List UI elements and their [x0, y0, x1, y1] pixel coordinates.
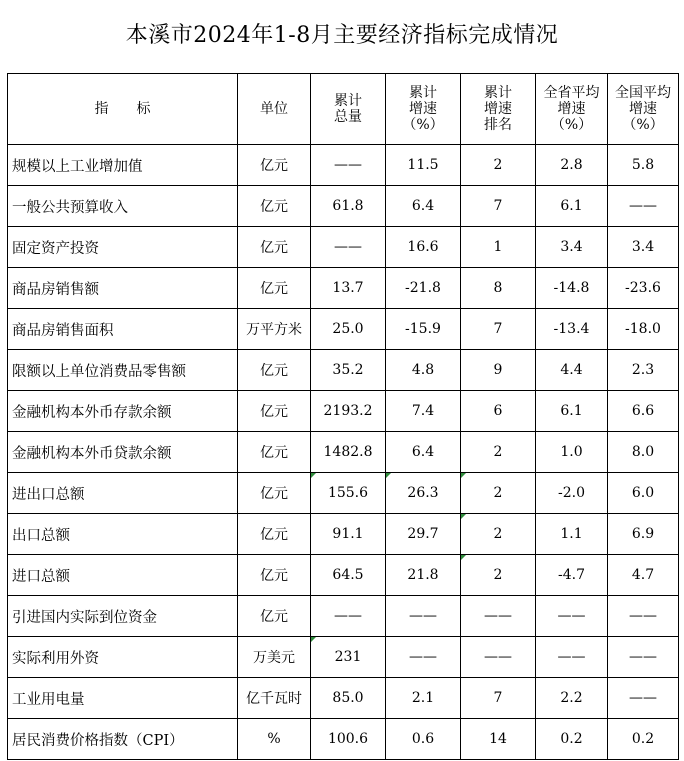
table-row — [8, 186, 679, 227]
table-row — [8, 145, 679, 186]
cell-rank: —— — [461, 596, 536, 637]
header-total-line: 总量 — [334, 109, 362, 125]
cell-total: 100.6 — [311, 719, 386, 760]
cell-indicator-name: 工业用电量 — [8, 678, 238, 719]
cell-national-avg: 6.0 — [608, 473, 679, 514]
cell-indicator-name: 固定资产投资 — [8, 227, 238, 268]
cell-province-avg: 6.1 — [536, 186, 608, 227]
cell-province-avg: -14.8 — [536, 268, 608, 309]
table-row — [8, 555, 679, 596]
table-row — [8, 514, 679, 555]
cell-national-avg: —— — [608, 678, 679, 719]
cell-national-avg: 0.2 — [608, 719, 679, 760]
cell-province-avg: 2.2 — [536, 678, 608, 719]
cell-indicator-name: 商品房销售额 — [8, 268, 238, 309]
cell-rank: 7 — [461, 309, 536, 350]
header-unit: 单位 — [238, 74, 311, 145]
table-row — [8, 637, 679, 678]
cell-growth: 7.4 — [386, 391, 461, 432]
cell-growth: 29.7 — [386, 514, 461, 555]
cell-national-avg: 8.0 — [608, 432, 679, 473]
table-row — [8, 596, 679, 637]
cell-growth: 0.6 — [386, 719, 461, 760]
cell-unit: 亿元 — [238, 432, 311, 473]
header-growth-line: （%） — [402, 117, 444, 133]
cell-national-avg: 4.7 — [608, 555, 679, 596]
cell-province-avg: 4.4 — [536, 350, 608, 391]
cell-total: 35.2 — [311, 350, 386, 391]
cell-total: 61.8 — [311, 186, 386, 227]
table-row — [8, 350, 679, 391]
cell-unit: 亿元 — [238, 145, 311, 186]
cell-unit: 亿元 — [238, 473, 311, 514]
cell-province-avg: 1.0 — [536, 432, 608, 473]
cell-indicator-name: 金融机构本外币存款余额 — [8, 391, 238, 432]
cell-unit: 亿元 — [238, 268, 311, 309]
cell-national-avg: —— — [608, 596, 679, 637]
cell-total: —— — [311, 145, 386, 186]
cell-total: 2193.2 — [311, 391, 386, 432]
table-row — [8, 268, 679, 309]
cell-province-avg: -13.4 — [536, 309, 608, 350]
header-prov-line: 全省平均 — [543, 85, 600, 101]
cell-indicator-name: 金融机构本外币贷款余额 — [8, 432, 238, 473]
cell-unit: 亿元 — [238, 555, 311, 596]
cell-total: 64.5 — [311, 555, 386, 596]
cell-unit: 亿元 — [238, 227, 311, 268]
cell-total: 13.7 — [311, 268, 386, 309]
cell-province-avg: 2.8 — [536, 145, 608, 186]
cell-total: 1482.8 — [311, 432, 386, 473]
cell-total: 91.1 — [311, 514, 386, 555]
cell-rank: 2 — [461, 432, 536, 473]
cell-national-avg: —— — [608, 637, 679, 678]
cell-rank: 2 — [461, 555, 536, 596]
cell-indicator-name: 引进国内实际到位资金 — [8, 596, 238, 637]
cell-indicator-name: 进口总额 — [8, 555, 238, 596]
cell-total: 231 — [311, 637, 386, 678]
cell-indicator-name: 出口总额 — [8, 514, 238, 555]
cell-province-avg: 1.1 — [536, 514, 608, 555]
cell-province-avg: —— — [536, 637, 608, 678]
cell-unit: 亿元 — [238, 350, 311, 391]
header-rank-line: 累计 — [484, 85, 512, 101]
cell-national-avg: 6.9 — [608, 514, 679, 555]
cell-growth: 16.6 — [386, 227, 461, 268]
header-total-line: 累计 — [334, 93, 362, 109]
header-row — [8, 74, 679, 145]
cell-growth: 2.1 — [386, 678, 461, 719]
header-prov-line: 增速 — [557, 101, 586, 117]
cell-national-avg: —— — [608, 186, 679, 227]
cell-province-avg: 3.4 — [536, 227, 608, 268]
cell-unit: 亿元 — [238, 186, 311, 227]
cell-national-avg: -23.6 — [608, 268, 679, 309]
cell-growth: 26.3 — [386, 473, 461, 514]
cell-province-avg: -2.0 — [536, 473, 608, 514]
header-total — [311, 74, 386, 145]
header-nat-line: 增速 — [629, 101, 657, 117]
cell-national-avg: -18.0 — [608, 309, 679, 350]
cell-unit: 亿元 — [238, 391, 311, 432]
table-row — [8, 309, 679, 350]
header-growth-line: 增速 — [409, 101, 437, 117]
header-rank — [461, 74, 536, 145]
cell-growth: —— — [386, 596, 461, 637]
cell-province-avg: -4.7 — [536, 555, 608, 596]
header-indicator: 指 标 — [8, 74, 238, 145]
table-row — [8, 227, 679, 268]
cell-unit: 亿元 — [238, 596, 311, 637]
header-nat-line: 全国平均 — [615, 85, 671, 101]
cell-total: —— — [311, 227, 386, 268]
header-growth — [386, 74, 461, 145]
cell-growth: -15.9 — [386, 309, 461, 350]
cell-unit: 万美元 — [238, 637, 311, 678]
cell-rank: 2 — [461, 473, 536, 514]
cell-national-avg: 5.8 — [608, 145, 679, 186]
cell-total: 25.0 — [311, 309, 386, 350]
header-national-avg — [608, 74, 679, 145]
cell-rank: 6 — [461, 391, 536, 432]
cell-national-avg: 6.6 — [608, 391, 679, 432]
header-rank-line: 增速 — [484, 101, 512, 117]
header-rank-line: 排名 — [484, 117, 512, 133]
cell-unit: 亿千瓦时 — [238, 678, 311, 719]
cell-rank: 8 — [461, 268, 536, 309]
table-row — [8, 719, 679, 760]
cell-rank: —— — [461, 637, 536, 678]
table-row — [8, 473, 679, 514]
cell-indicator-name: 限额以上单位消费品零售额 — [8, 350, 238, 391]
cell-rank: 1 — [461, 227, 536, 268]
cell-province-avg: —— — [536, 596, 608, 637]
cell-total: —— — [311, 596, 386, 637]
cell-unit: 亿元 — [238, 514, 311, 555]
cell-province-avg: 6.1 — [536, 391, 608, 432]
table-row — [8, 432, 679, 473]
indicators-table — [7, 73, 679, 760]
cell-province-avg: 0.2 — [536, 719, 608, 760]
cell-rank: 2 — [461, 145, 536, 186]
cell-rank: 14 — [461, 719, 536, 760]
cell-national-avg: 2.3 — [608, 350, 679, 391]
header-province-avg — [536, 74, 608, 145]
cell-unit: 万平方米 — [238, 309, 311, 350]
header-growth-line: 累计 — [409, 85, 437, 101]
header-nat-line: （%） — [622, 117, 664, 133]
cell-total: 155.6 — [311, 473, 386, 514]
cell-rank: 7 — [461, 678, 536, 719]
cell-rank: 7 — [461, 186, 536, 227]
table-row — [8, 391, 679, 432]
cell-indicator-name: 居民消费价格指数（CPI） — [8, 719, 238, 760]
cell-growth: 4.8 — [386, 350, 461, 391]
cell-growth: -21.8 — [386, 268, 461, 309]
cell-indicator-name: 进出口总额 — [8, 473, 238, 514]
cell-rank: 9 — [461, 350, 536, 391]
cell-growth: 21.8 — [386, 555, 461, 596]
cell-unit: % — [238, 719, 311, 760]
cell-growth: 6.4 — [386, 186, 461, 227]
cell-rank: 2 — [461, 514, 536, 555]
cell-national-avg: 3.4 — [608, 227, 679, 268]
cell-growth: —— — [386, 637, 461, 678]
cell-total: 85.0 — [311, 678, 386, 719]
cell-indicator-name: 商品房销售面积 — [8, 309, 238, 350]
cell-indicator-name: 规模以上工业增加值 — [8, 145, 238, 186]
cell-indicator-name: 一般公共预算收入 — [8, 186, 238, 227]
cell-indicator-name: 实际利用外资 — [8, 637, 238, 678]
cell-growth: 11.5 — [386, 145, 461, 186]
table-row — [8, 678, 679, 719]
header-prov-line: （%） — [550, 117, 593, 133]
cell-growth: 6.4 — [386, 432, 461, 473]
page-title: 本溪市2024年1-8月主要经济指标完成情况 — [125, 23, 559, 48]
